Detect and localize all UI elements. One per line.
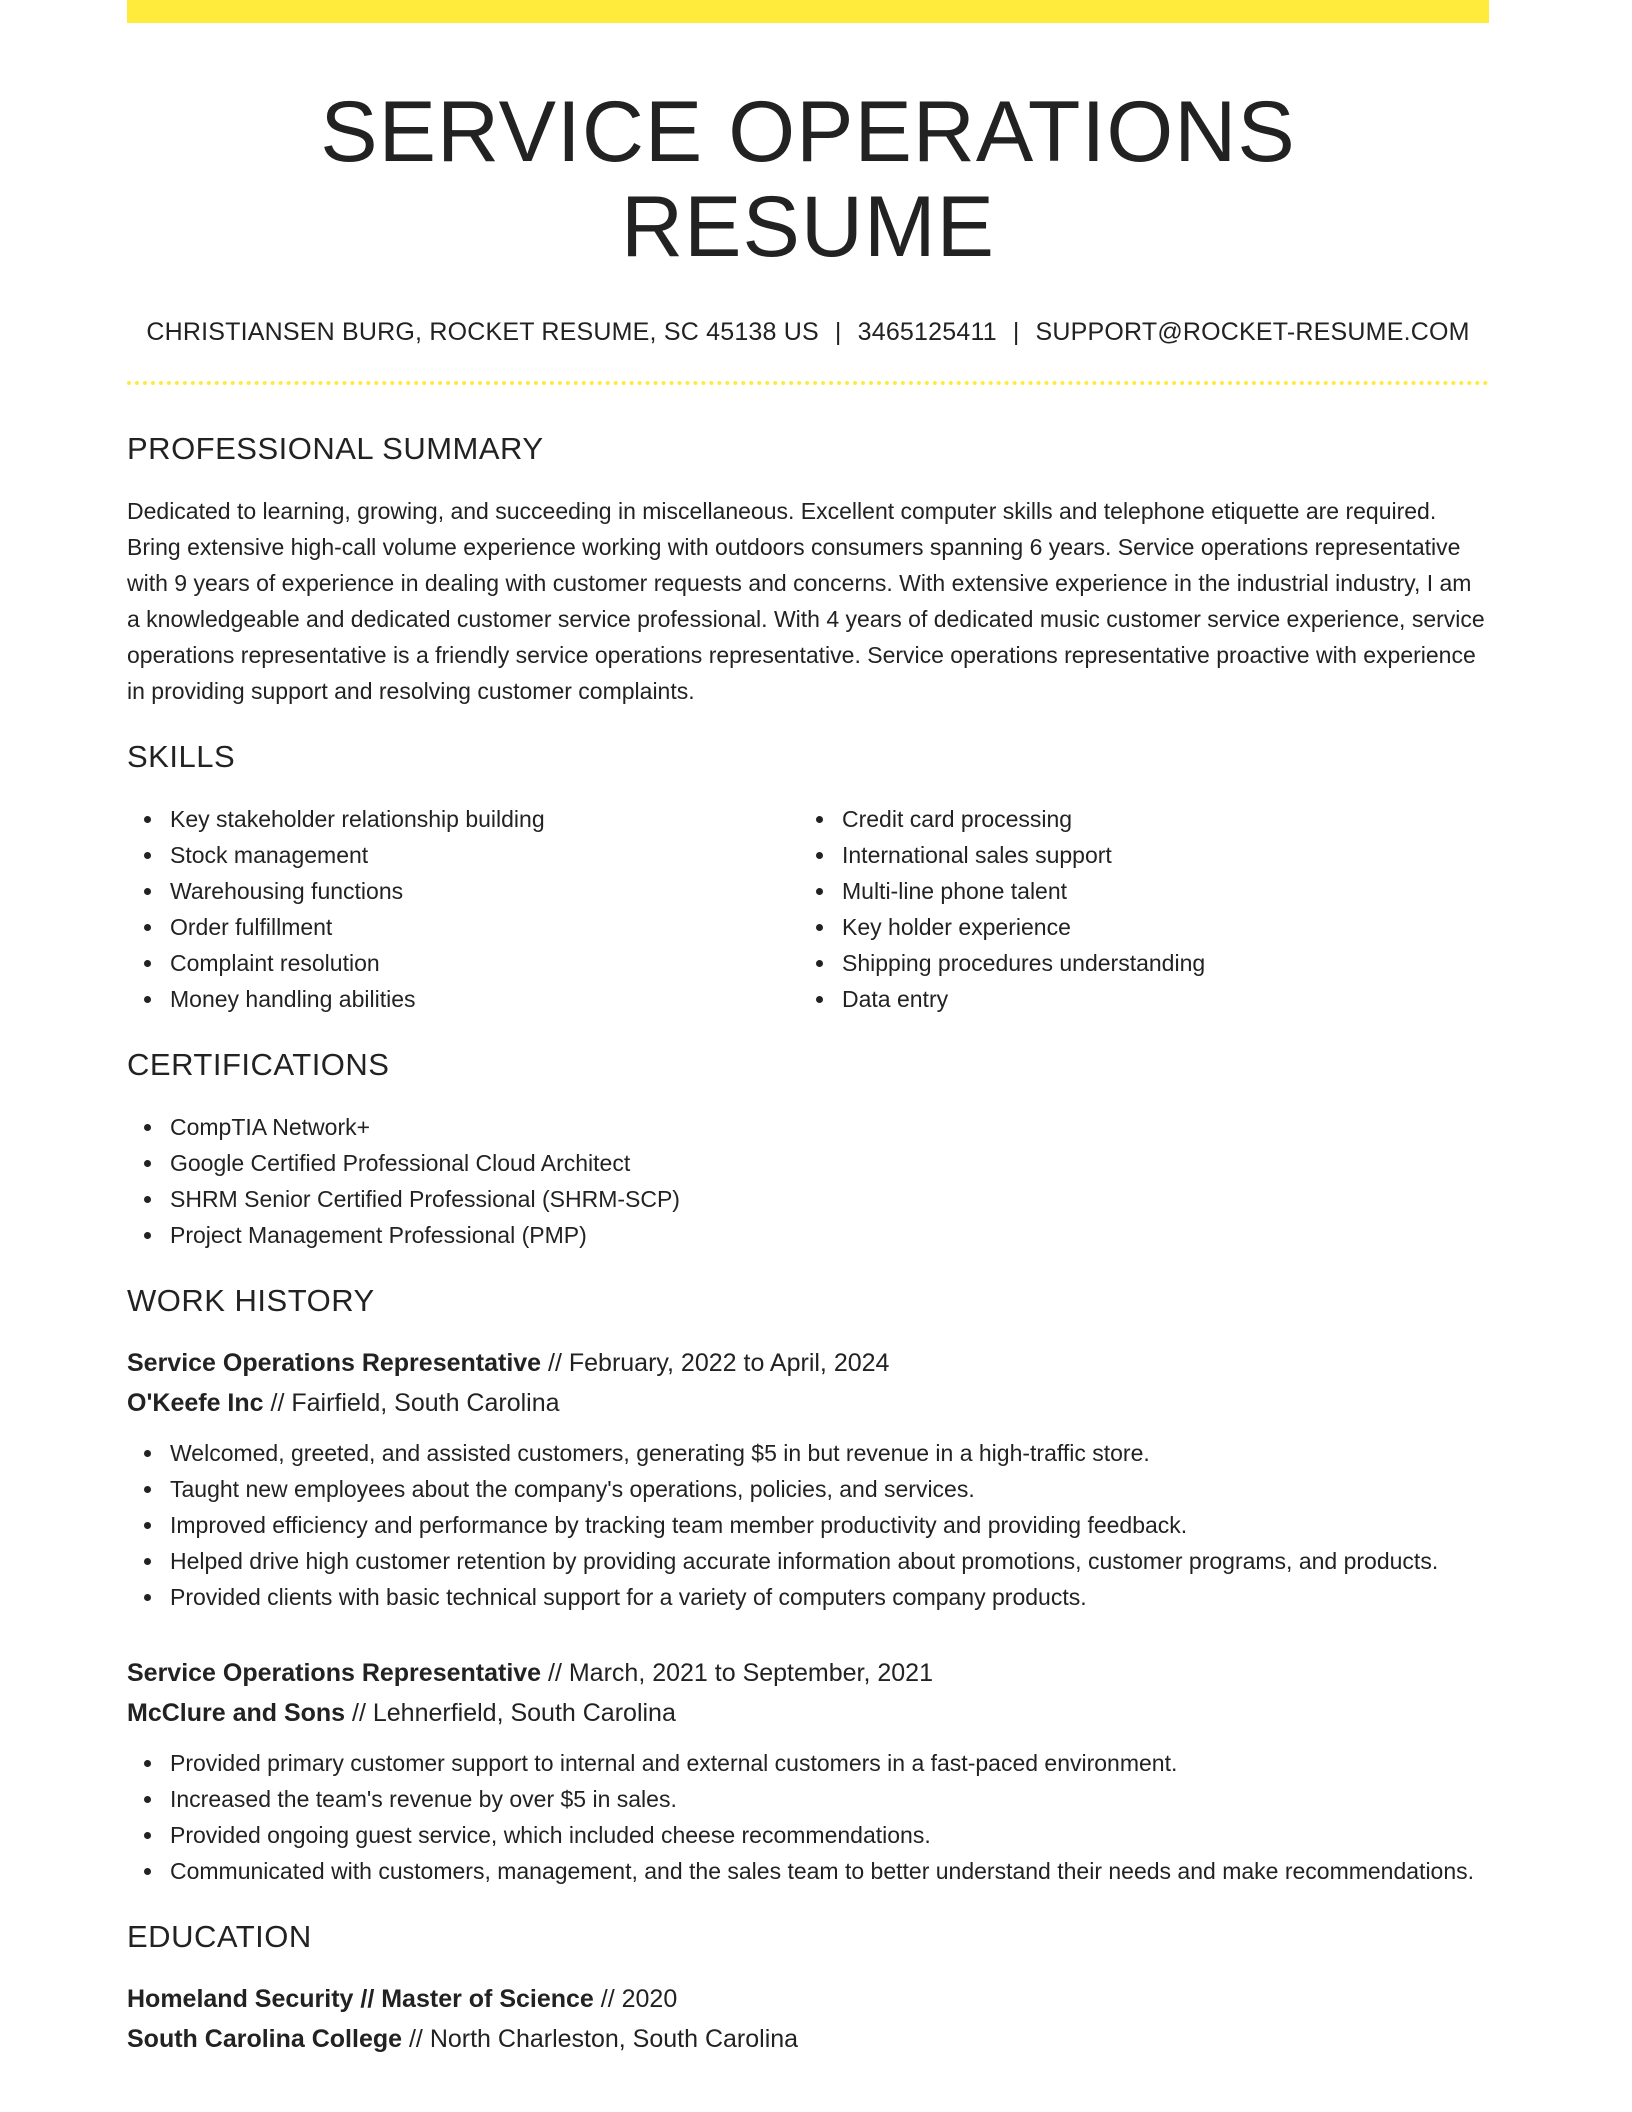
job-dates: // March, 2021 to September, 2021: [541, 1659, 933, 1688]
skill-item: Money handling abilities: [127, 981, 799, 1017]
contact-separator: |: [1012, 318, 1020, 347]
job-entry: [127, 1653, 1489, 1889]
skill-item: Multi-line phone talent: [799, 873, 1471, 909]
job-location: // Lehnerfield, South Carolina: [345, 1699, 676, 1728]
skill-item: Credit card processing: [799, 801, 1471, 837]
job-location: // Fairfield, South Carolina: [263, 1389, 560, 1418]
contact-separator: |: [834, 318, 842, 347]
certification-item: CompTIA Network+: [127, 1109, 1489, 1145]
education-degree: Homeland Security // Master of Science: [127, 1985, 594, 2014]
job-dates: // February, 2022 to April, 2024: [541, 1349, 890, 1378]
certifications-list: [127, 1109, 1489, 1253]
skill-item: Warehousing functions: [127, 873, 799, 909]
skill-item: Data entry: [799, 981, 1471, 1017]
job-bullet: Welcomed, greeted, and assisted customers, generating $5 in but revenue in a high-traffic store.: [127, 1435, 1489, 1471]
job-bullet: Provided ongoing guest service, which included cheese recommendations.: [127, 1817, 1489, 1853]
job-entry: [127, 1343, 1489, 1615]
skill-item: Key holder experience: [799, 909, 1471, 945]
education-location: // North Charleston, South Carolina: [402, 2025, 799, 2054]
job-bullet: Communicated with customers, management, and the sales team to better understand their needs and make recommendations.: [127, 1853, 1489, 1889]
certification-item: SHRM Senior Certified Professional (SHRM-SCP): [127, 1181, 1489, 1217]
job-company: O'Keefe Inc: [127, 1389, 264, 1418]
education-degree-line: [127, 1979, 1489, 2019]
job-title: Service Operations Representative: [127, 1349, 542, 1378]
summary-heading: PROFESSIONAL SUMMARY: [127, 431, 544, 467]
job-company-line: [127, 1383, 1489, 1423]
contact-phone: 3465125411: [857, 318, 997, 347]
education-heading: EDUCATION: [127, 1919, 312, 1955]
education-year: // 2020: [593, 1985, 678, 2014]
job-company-line: [127, 1693, 1489, 1733]
skill-item: Order fulfillment: [127, 909, 799, 945]
skill-item: Complaint resolution: [127, 945, 799, 981]
job-bullet: Helped drive high customer retention by providing accurate information about promotions, customer programs, and products.: [127, 1543, 1489, 1579]
skill-item: Key stakeholder relationship building: [127, 801, 799, 837]
certifications-heading: CERTIFICATIONS: [127, 1047, 390, 1083]
work-history-heading: WORK HISTORY: [127, 1283, 375, 1319]
education-school: South Carolina College: [127, 2025, 403, 2054]
job-bullet: Taught new employees about the company's operations, policies, and services.: [127, 1471, 1489, 1507]
dotted-divider: [127, 381, 1489, 385]
contact-line: [127, 318, 1489, 347]
skill-item: International sales support: [799, 837, 1471, 873]
job-title: Service Operations Representative: [127, 1659, 542, 1688]
certification-item: Google Certified Professional Cloud Architect: [127, 1145, 1489, 1181]
job-bullet: Provided clients with basic technical support for a variety of computers company products.: [127, 1579, 1489, 1615]
skills-grid: [127, 801, 1489, 1017]
resume-title: SERVICE OPERATIONS RESUME: [320, 84, 1296, 275]
job-company: McClure and Sons: [127, 1699, 346, 1728]
contact-address: CHRISTIANSEN BURG, ROCKET RESUME, SC 45138 US: [146, 318, 819, 347]
accent-top-bar: [127, 0, 1489, 23]
job-bullet: Increased the team's revenue by over $5 in sales.: [127, 1781, 1489, 1817]
summary-text: Dedicated to learning, growing, and succeeding in miscellaneous. Excellent computer skills and telephone etiquette are required. Bring extensive high-call volume experience working with outdoors consumers spanning 6 years. Service operations representative with 9 years of experience in dealing with customer requests and concerns. With extensive experience in the industrial industry, I am a knowledgeable and dedicated customer service professional. With 4 years of dedicated music customer service experience, service operations representative is a friendly service operations representative. Service operations representative proactive with experience in providing support and resolving customer complaints.: [127, 498, 1485, 705]
job-bullet: Provided primary customer support to internal and external customers in a fast-paced environment.: [127, 1745, 1489, 1781]
job-bullet: Improved efficiency and performance by tracking team member productivity and providing feedback.: [127, 1507, 1489, 1543]
skills-right-list: [799, 801, 1471, 1017]
certification-item: Project Management Professional (PMP): [127, 1217, 1489, 1253]
education-entry: [127, 1979, 1489, 2059]
job-title-line: [127, 1343, 1489, 1383]
resume-page: [127, 0, 1489, 2059]
skill-item: Shipping procedures understanding: [799, 945, 1471, 981]
job-bullets: [127, 1435, 1489, 1615]
contact-email: SUPPORT@ROCKET-RESUME.COM: [1035, 318, 1470, 347]
job-bullets: [127, 1745, 1489, 1889]
job-title-line: [127, 1653, 1489, 1693]
education-school-line: [127, 2019, 1489, 2059]
skill-item: Stock management: [127, 837, 799, 873]
skills-left-list: [127, 801, 799, 1017]
skills-heading: SKILLS: [127, 739, 236, 775]
